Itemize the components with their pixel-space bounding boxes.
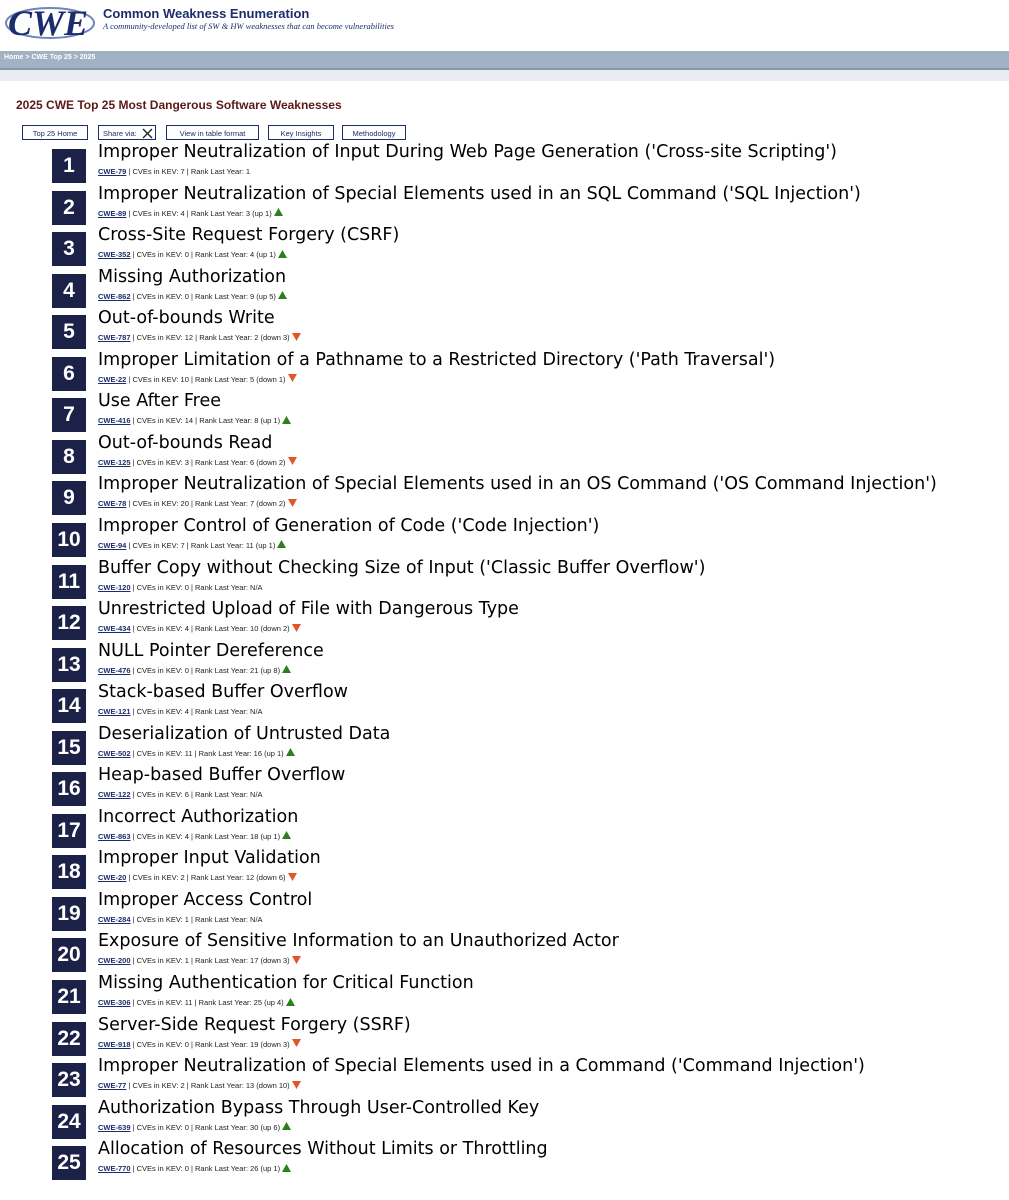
key-insights-button[interactable]: Key Insights xyxy=(268,125,334,140)
kev-count: CVEs in KEV: 0 xyxy=(136,1164,189,1174)
weakness-name: Missing Authentication for Critical Function xyxy=(98,973,474,993)
cwe-id-link[interactable]: CWE-77 xyxy=(98,1081,127,1091)
rank-last-year: Rank Last Year: N/A xyxy=(195,790,263,800)
weakness-name: Improper Control of Generation of Code ('Code Injection') xyxy=(98,515,600,536)
weakness-meta: CWE-89 | CVEs in KEV: 4 | Rank Last Year: 3 (up 1) xyxy=(98,209,283,218)
cwe-id-link[interactable]: CWE-476 xyxy=(98,665,131,675)
kev-count: CVEs in KEV: 4 xyxy=(136,624,189,634)
trend-down-icon xyxy=(292,1039,301,1047)
weakness-meta: CWE-22 | CVEs in KEV: 10 | Rank Last Year: 5 (down 1) xyxy=(98,375,297,384)
weakness-name: Out-of-bounds Read xyxy=(98,432,273,453)
weakness-name: Allocation of Resources Without Limits or Throttling xyxy=(98,1139,548,1160)
weakness-meta: CWE-79 | CVEs in KEV: 7 | Rank Last Year: 1 xyxy=(98,167,251,176)
weakness-meta: CWE-284 | CVEs in KEV: 1 | Rank Last Year: N/A xyxy=(98,914,263,924)
kev-count: CVEs in KEV: 1 xyxy=(136,914,189,924)
weakness-meta: CWE-78 | CVEs in KEV: 20 | Rank Last Year: 7 (down 2) xyxy=(98,499,297,508)
weakness-meta: CWE-121 | CVEs in KEV: 4 | Rank Last Year: N/A xyxy=(98,707,263,717)
cwe-id-link[interactable]: CWE-639 xyxy=(98,1122,131,1132)
nav-strip xyxy=(0,51,1009,70)
rank-last-year: Rank Last Year: 4 (up 1) xyxy=(195,250,276,260)
kev-count: CVEs in KEV: 6 xyxy=(136,790,189,800)
rank-last-year: Rank Last Year: 8 (up 1) xyxy=(199,416,281,426)
breadcrumb: Home > CWE Top 25 > 2025 xyxy=(4,54,96,61)
cwe-id-link[interactable]: CWE-79 xyxy=(98,167,127,176)
trend-down-icon xyxy=(292,1081,301,1089)
weakness-meta: CWE-639 | CVEs in KEV: 0 | Rank Last Year: 30 (up 6) xyxy=(98,1123,291,1132)
trend-down-icon xyxy=(288,457,297,465)
trend-down-icon xyxy=(292,624,301,632)
logo-text: CWE xyxy=(8,3,89,41)
x-icon[interactable] xyxy=(142,128,153,139)
weakness-meta: CWE-502 | CVEs in KEV: 11 | Rank Last Year: 16 (up 1) xyxy=(98,749,295,758)
kev-count: CVEs in KEV: 14 xyxy=(136,416,194,426)
rank-badge: 21 xyxy=(52,980,86,1014)
rank-badge: 3 xyxy=(52,232,86,266)
weakness-meta: CWE-352 | CVEs in KEV: 0 | Rank Last Year: 4 (up 1) xyxy=(98,250,287,259)
kev-count: CVEs in KEV: 10 xyxy=(132,374,189,384)
trend-up-icon xyxy=(286,748,295,756)
weakness-meta: CWE-862 | CVEs in KEV: 0 | Rank Last Year: 9 (up 5) xyxy=(98,292,287,301)
weakness-name: Use After Free xyxy=(98,391,221,412)
cwe-id-link[interactable]: CWE-863 xyxy=(98,831,131,841)
rank-badge: 11 xyxy=(52,565,86,599)
trend-down-icon xyxy=(292,333,301,341)
rank-last-year: Rank Last Year: 26 (up 1) xyxy=(195,1164,281,1174)
trend-up-icon xyxy=(277,540,286,548)
methodology-button[interactable]: Methodology xyxy=(342,125,406,140)
rank-badge: 23 xyxy=(52,1063,86,1097)
rank-last-year: Rank Last Year: 5 (down 1) xyxy=(195,374,286,384)
kev-count: CVEs in KEV: 1 xyxy=(136,956,189,966)
rank-badge: 5 xyxy=(52,315,86,349)
rank-last-year: Rank Last Year: 2 (down 3) xyxy=(199,333,290,343)
cwe-id-link[interactable]: CWE-121 xyxy=(98,707,131,717)
breadcrumb-home[interactable]: Home xyxy=(4,54,24,61)
rank-last-year: Rank Last Year: 30 (up 6) xyxy=(195,1122,281,1132)
rank-badge: 10 xyxy=(52,523,86,557)
rank-last-year: Rank Last Year: 6 (down 2) xyxy=(195,457,286,467)
cwe-id-link[interactable]: CWE-306 xyxy=(98,998,131,1007)
cwe-id-link[interactable]: CWE-862 xyxy=(98,291,131,301)
weakness-name: Deserialization of Untrusted Data xyxy=(98,723,391,744)
rank-badge: 18 xyxy=(52,855,86,889)
rank-last-year: Rank Last Year: 3 (up 1) xyxy=(190,208,272,218)
cwe-id-link[interactable]: CWE-770 xyxy=(98,1164,131,1174)
kev-count: CVEs in KEV: 0 xyxy=(136,665,189,675)
cwe-id-link[interactable]: CWE-434 xyxy=(98,624,131,634)
kev-count: CVEs in KEV: 0 xyxy=(136,291,189,301)
weakness-meta: CWE-787 | CVEs in KEV: 12 | Rank Last Year: 2 (down 3) xyxy=(98,333,301,342)
cwe-id-link[interactable]: CWE-89 xyxy=(98,208,127,218)
rank-badge: 25 xyxy=(52,1146,86,1180)
weakness-meta: CWE-77 | CVEs in KEV: 2 | Rank Last Year: 13 (down 10) xyxy=(98,1081,301,1090)
rank-last-year: Rank Last Year: 9 (up 5) xyxy=(195,291,276,301)
rank-last-year: Rank Last Year: 17 (down 3) xyxy=(195,956,290,966)
cwe-id-link[interactable]: CWE-787 xyxy=(98,333,131,343)
top25-home-button[interactable]: Top 25 Home xyxy=(22,125,88,140)
kev-count: CVEs in KEV: 4 xyxy=(136,707,189,717)
weakness-name: Buffer Copy without Checking Size of Input ('Classic Buffer Overflow') xyxy=(98,557,706,578)
rank-badge: 15 xyxy=(52,731,86,765)
weakness-entry xyxy=(52,1139,1002,1187)
table-format-button[interactable]: View in table format xyxy=(166,125,259,140)
weakness-meta: CWE-120 | CVEs in KEV: 0 | Rank Last Year: N/A xyxy=(98,582,263,592)
trend-down-icon xyxy=(292,956,301,964)
breadcrumb-current: 2025 xyxy=(79,54,96,61)
weakness-name: Improper Neutralization of Special Elements used in an OS Command ('OS Command Injection') xyxy=(98,474,937,495)
cwe-id-link[interactable]: CWE-94 xyxy=(98,540,127,550)
weakness-name: Improper Neutralization of Special Elements used in an SQL Command ('SQL Injection') xyxy=(98,183,861,204)
cwe-id-link[interactable]: CWE-78 xyxy=(98,499,127,509)
weakness-meta: CWE-125 | CVEs in KEV: 3 | Rank Last Year: 6 (down 2) xyxy=(98,458,297,467)
rank-badge: 6 xyxy=(52,357,86,391)
trend-up-icon xyxy=(278,250,287,258)
cwe-id-link[interactable]: CWE-200 xyxy=(98,956,131,966)
weakness-meta: CWE-122 | CVEs in KEV: 6 | Rank Last Year: N/A xyxy=(98,790,263,800)
weakness-meta: CWE-770 | CVEs in KEV: 0 | Rank Last Year: 26 (up 1) xyxy=(98,1164,291,1173)
weakness-name: Unrestricted Upload of File with Dangerous Type xyxy=(98,599,519,620)
weakness-name: Exposure of Sensitive Information to an Unauthorized Actor xyxy=(98,931,619,952)
trend-up-icon xyxy=(282,1122,291,1130)
rank-badge: 12 xyxy=(52,606,86,640)
weakness-meta: CWE-476 | CVEs in KEV: 0 | Rank Last Year: 21 (up 8) xyxy=(98,666,291,675)
weakness-name: Out-of-bounds Write xyxy=(98,308,275,329)
rank-badge: 24 xyxy=(52,1105,86,1139)
weakness-name: Improper Neutralization of Input During Web Page Generation ('Cross-site Scripting') xyxy=(98,142,837,162)
rank-last-year: Rank Last Year: 1 xyxy=(190,167,251,176)
rank-last-year: Rank Last Year: 12 (down 6) xyxy=(190,873,286,883)
rank-last-year: Rank Last Year: 18 (up 1) xyxy=(195,831,281,841)
weakness-meta: CWE-863 | CVEs in KEV: 4 | Rank Last Year: 18 (up 1) xyxy=(98,832,291,841)
weakness-name: Improper Access Control xyxy=(98,889,313,910)
weakness-meta: CWE-416 | CVEs in KEV: 14 | Rank Last Year: 8 (up 1) xyxy=(98,416,291,425)
weakness-name: Server-Side Request Forgery (SSRF) xyxy=(98,1014,411,1035)
kev-count: CVEs in KEV: 0 xyxy=(136,1122,189,1132)
weakness-name: Stack-based Buffer Overflow xyxy=(98,682,348,703)
trend-up-icon xyxy=(274,208,283,216)
rank-badge: 16 xyxy=(52,772,86,806)
cwe-id-link[interactable]: CWE-22 xyxy=(98,374,127,384)
kev-count: CVEs in KEV: 3 xyxy=(136,457,189,467)
trend-up-icon xyxy=(282,1164,291,1172)
rank-last-year: Rank Last Year: 25 (up 4) xyxy=(198,998,284,1007)
rank-badge: 22 xyxy=(52,1022,86,1056)
share-button[interactable] xyxy=(98,125,156,140)
kev-count: CVEs in KEV: 20 xyxy=(132,499,189,509)
weakness-meta: CWE-306 | CVEs in KEV: 11 | Rank Last Year: 25 (up 4) xyxy=(98,998,295,1007)
rank-badge: 4 xyxy=(52,274,86,308)
rank-badge: 17 xyxy=(52,814,86,848)
rank-last-year: Rank Last Year: 13 (down 10) xyxy=(190,1081,290,1091)
weakness-meta: CWE-434 | CVEs in KEV: 4 | Rank Last Year: 10 (down 2) xyxy=(98,624,301,633)
weakness-name: NULL Pointer Dereference xyxy=(98,640,324,661)
trend-down-icon xyxy=(288,499,297,507)
kev-count: CVEs in KEV: 7 xyxy=(132,167,185,176)
rank-last-year: Rank Last Year: 10 (down 2) xyxy=(195,624,290,634)
kev-count: CVEs in KEV: 2 xyxy=(132,1081,185,1091)
rank-last-year: Rank Last Year: 16 (up 1) xyxy=(198,748,284,758)
trend-up-icon xyxy=(282,831,291,839)
cwe-logo[interactable] xyxy=(4,3,100,41)
weakness-name: Heap-based Buffer Overflow xyxy=(98,765,346,786)
kev-count: CVEs in KEV: 0 xyxy=(136,250,189,260)
cwe-id-link[interactable]: CWE-125 xyxy=(98,457,131,467)
kev-count: CVEs in KEV: 2 xyxy=(132,873,185,883)
cwe-id-link[interactable]: CWE-352 xyxy=(98,250,131,260)
page-title: 2025 CWE Top 25 Most Dangerous Software Weaknesses xyxy=(16,98,342,112)
rank-last-year: Rank Last Year: 19 (down 3) xyxy=(195,1039,290,1049)
rank-last-year: Rank Last Year: 11 (up 1) xyxy=(190,540,276,550)
weakness-meta: CWE-200 | CVEs in KEV: 1 | Rank Last Year: 17 (down 3) xyxy=(98,956,301,965)
cwe-id-link[interactable]: CWE-20 xyxy=(98,873,127,883)
rank-badge: 19 xyxy=(52,897,86,931)
rank-last-year: Rank Last Year: 7 (down 2) xyxy=(195,499,286,509)
sub-strip xyxy=(0,70,1009,81)
kev-count: CVEs in KEV: 0 xyxy=(136,1039,189,1049)
weakness-name: Improper Input Validation xyxy=(98,848,321,869)
trend-up-icon xyxy=(286,998,295,1006)
kev-count: CVEs in KEV: 12 xyxy=(136,333,194,343)
kev-count: CVEs in KEV: 11 xyxy=(136,748,193,758)
kev-count: CVEs in KEV: 11 xyxy=(136,998,193,1007)
rank-badge: 2 xyxy=(52,191,86,225)
trend-down-icon xyxy=(288,873,297,881)
site-header xyxy=(0,0,1009,50)
kev-count: CVEs in KEV: 4 xyxy=(136,831,189,841)
kev-count: CVEs in KEV: 4 xyxy=(132,208,185,218)
rank-badge: 9 xyxy=(52,481,86,515)
brand-tagline: A community-developed list of SW & HW weaknesses that can become vulnerabilities xyxy=(103,21,394,31)
weakness-meta: CWE-20 | CVEs in KEV: 2 | Rank Last Year: 12 (down 6) xyxy=(98,873,297,882)
weakness-name: Improper Neutralization of Special Elements used in a Command ('Command Injection') xyxy=(98,1056,865,1077)
rank-badge: 1 xyxy=(52,149,86,183)
rank-badge: 8 xyxy=(52,440,86,474)
cwe-id-link[interactable]: CWE-918 xyxy=(98,1039,131,1049)
weakness-name: Cross-Site Request Forgery (CSRF) xyxy=(98,225,400,246)
weakness-meta: CWE-918 | CVEs in KEV: 0 | Rank Last Year: 19 (down 3) xyxy=(98,1040,301,1049)
trend-up-icon xyxy=(282,665,291,673)
rank-badge: 20 xyxy=(52,938,86,972)
weakness-name: Improper Limitation of a Pathname to a Restricted Directory ('Path Traversal') xyxy=(98,349,776,370)
trend-up-icon xyxy=(282,416,291,424)
breadcrumb-top25[interactable]: CWE Top 25 xyxy=(31,54,72,61)
rank-last-year: Rank Last Year: N/A xyxy=(195,914,263,924)
rank-badge: 13 xyxy=(52,648,86,682)
rank-last-year: Rank Last Year: N/A xyxy=(195,707,263,717)
cwe-id-link[interactable]: CWE-122 xyxy=(98,790,131,800)
cwe-id-link[interactable]: CWE-416 xyxy=(98,416,131,426)
kev-count: CVEs in KEV: 0 xyxy=(136,582,189,592)
cwe-id-link[interactable]: CWE-502 xyxy=(98,748,131,758)
weakness-name: Authorization Bypass Through User-Controlled Key xyxy=(98,1097,540,1118)
brand-title: Common Weakness Enumeration xyxy=(103,6,310,21)
trend-down-icon xyxy=(288,374,297,382)
cwe-id-link[interactable]: CWE-120 xyxy=(98,582,131,592)
rank-badge: 7 xyxy=(52,398,86,432)
rank-badge: 14 xyxy=(52,689,86,723)
share-label: Share via: xyxy=(103,129,137,138)
weakness-meta: CWE-94 | CVEs in KEV: 7 | Rank Last Year: 11 (up 1) xyxy=(98,541,286,550)
weakness-name: Incorrect Authorization xyxy=(98,806,299,827)
trend-up-icon xyxy=(278,291,287,299)
rank-last-year: Rank Last Year: N/A xyxy=(195,582,263,592)
rank-last-year: Rank Last Year: 21 (up 8) xyxy=(195,665,281,675)
kev-count: CVEs in KEV: 7 xyxy=(132,540,185,550)
weakness-name: Missing Authorization xyxy=(98,266,287,287)
cwe-id-link[interactable]: CWE-284 xyxy=(98,914,131,924)
